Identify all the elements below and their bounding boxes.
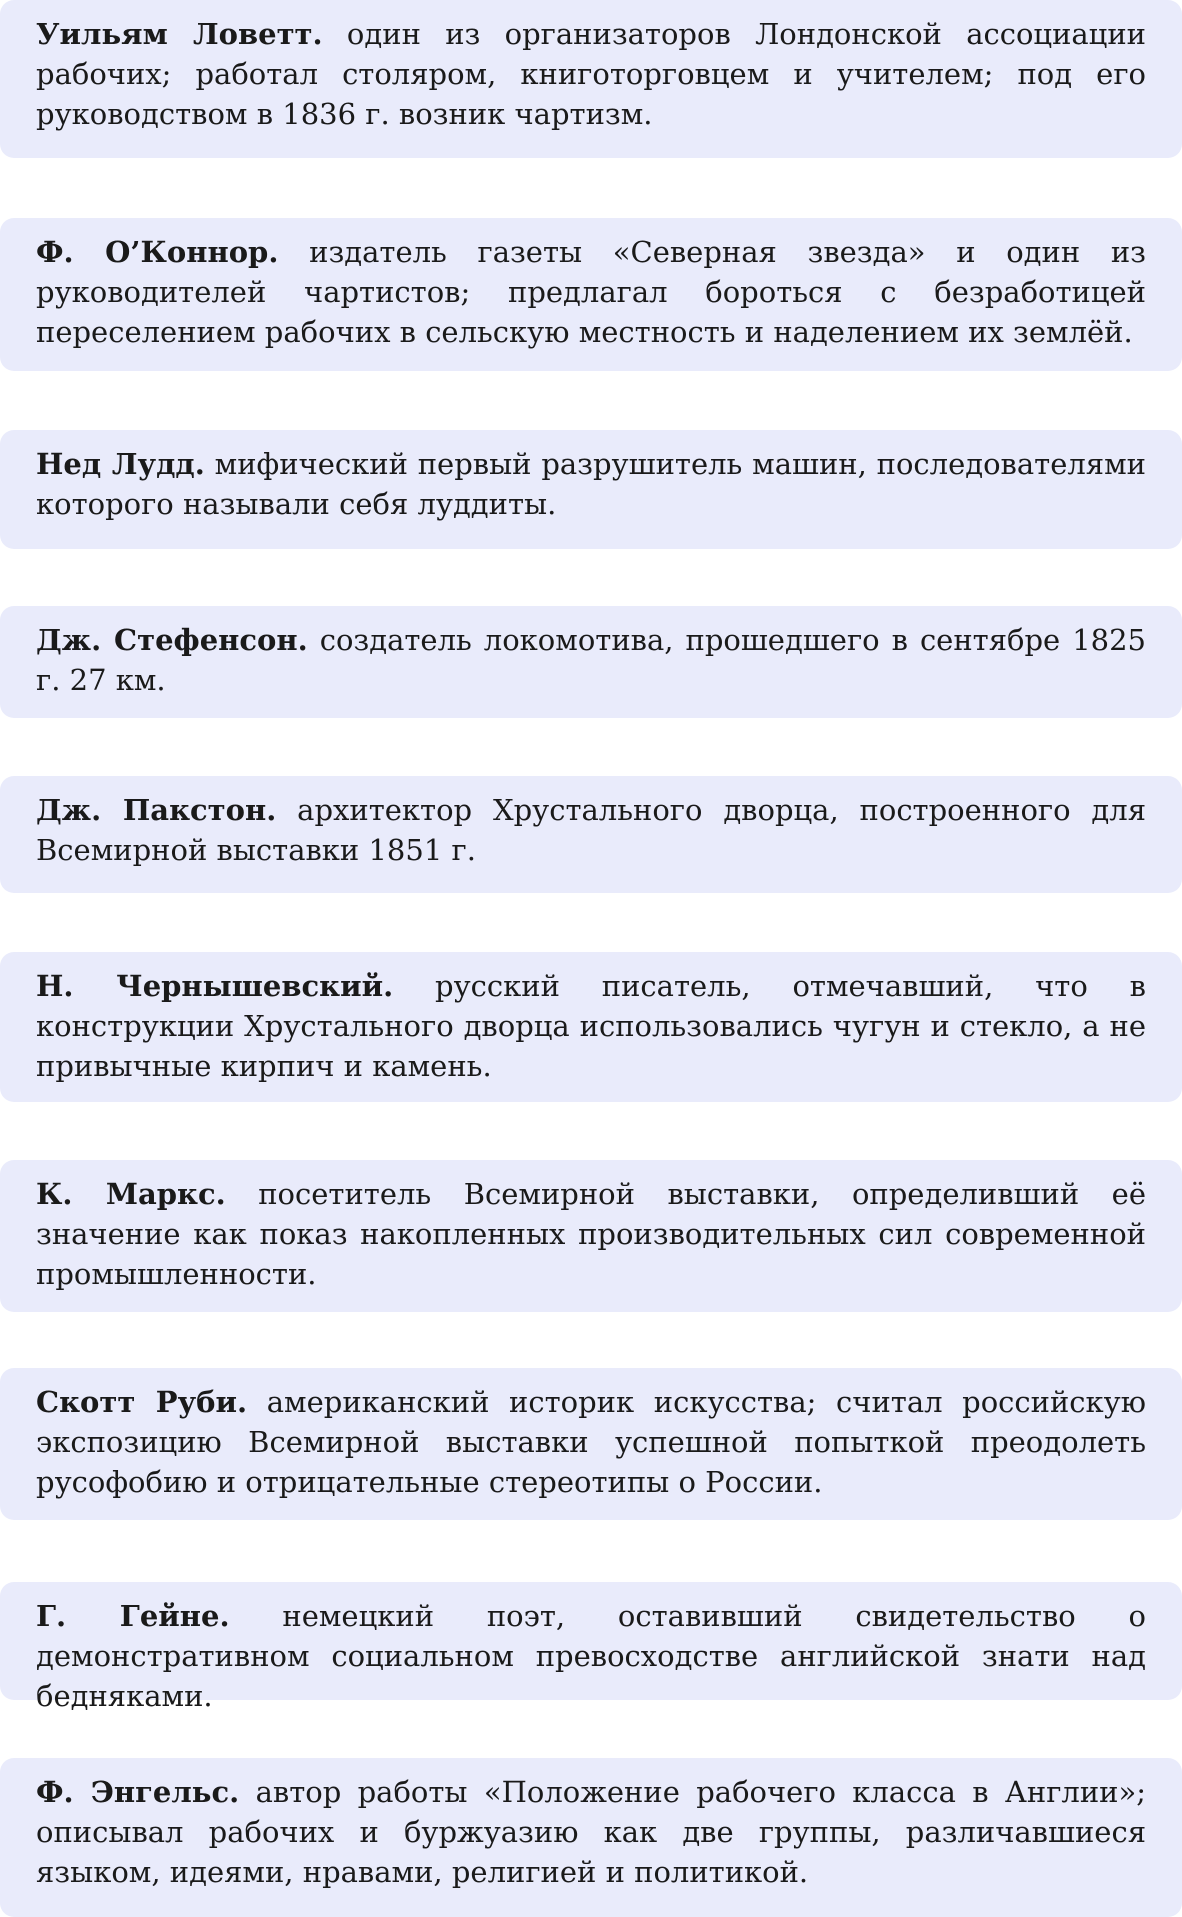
entry-text: один из организаторов Лондонской ассоциации рабочих; работал столяром, книготорговцем и учителем; под его руководством в 1836 г. возник чартизм. (36, 17, 1146, 131)
entry-ludd (0, 430, 1182, 549)
entry-name: Скотт Руби. (36, 1385, 248, 1419)
entry-text: создатель локомотива, прошедшего в сентябре 1825 г. 27 км. (36, 623, 1147, 697)
entry-name: Н. Чернышевский. (36, 969, 394, 1003)
entry-lovett (0, 0, 1182, 158)
entry-heine (0, 1582, 1182, 1713)
entry-name: К. Маркс. (36, 1177, 226, 1211)
entry-text: американский историк искусства; считал российскую экспозицию Всемирной выставки успешной попыткой преодолеть русофобию и отрицательные стереотипы о России. (36, 1385, 1146, 1499)
entry-name: Ф. О’Коннор. (36, 235, 279, 269)
entry-name: Ф. Энгельс. (36, 1775, 240, 1809)
entry-name: Дж. Стефенсон. (36, 623, 308, 657)
entry-name: Нед Лудд. (36, 447, 205, 481)
entry-ruby (0, 1368, 1182, 1520)
entry-stephenson (0, 606, 1182, 718)
entry-engels (0, 1758, 1182, 1917)
entry-marx (0, 1160, 1182, 1312)
entry-text: мифический первый разрушитель машин, последователями которого называли себя луддиты. (36, 447, 1146, 521)
entry-text: автор работы «Положение рабочего класса в Англии»; описывал рабочих и буржуазию как две группы, различавшиеся языком, идеями, нравами, религией и политикой. (36, 1775, 1147, 1889)
entry-paxton (0, 776, 1182, 893)
entry-text: немецкий поэт, оставивший свидетельство о демонстративном социальном превосходстве английской знати над бедняками. (36, 1599, 1147, 1713)
entry-oconnor (0, 218, 1182, 371)
entry-name: Г. Гейне. (36, 1599, 230, 1633)
entry-name: Уильям Ловетт. (36, 17, 323, 51)
entry-text: издатель газеты «Северная звезда» и один из руководителей чартистов; предлагал бороться с безработицей переселением рабочих в сельскую местность и наделением их землёй. (36, 235, 1146, 349)
entry-name: Дж. Пакстон. (36, 793, 277, 827)
entry-text: русский писатель, отмечавший, что в конструкции Хрустального дворца использовались чугун и стекло, а не привычные кирпич и камень. (36, 969, 1146, 1083)
entry-text: архитектор Хрустального дворца, построенного для Всемирной выставки 1851 г. (36, 793, 1146, 867)
entry-chernyshevsky (0, 952, 1182, 1102)
entry-text: посетитель Всемирной выставки, определивший её значение как показ накопленных производительных сил современной промышленности. (36, 1177, 1146, 1291)
